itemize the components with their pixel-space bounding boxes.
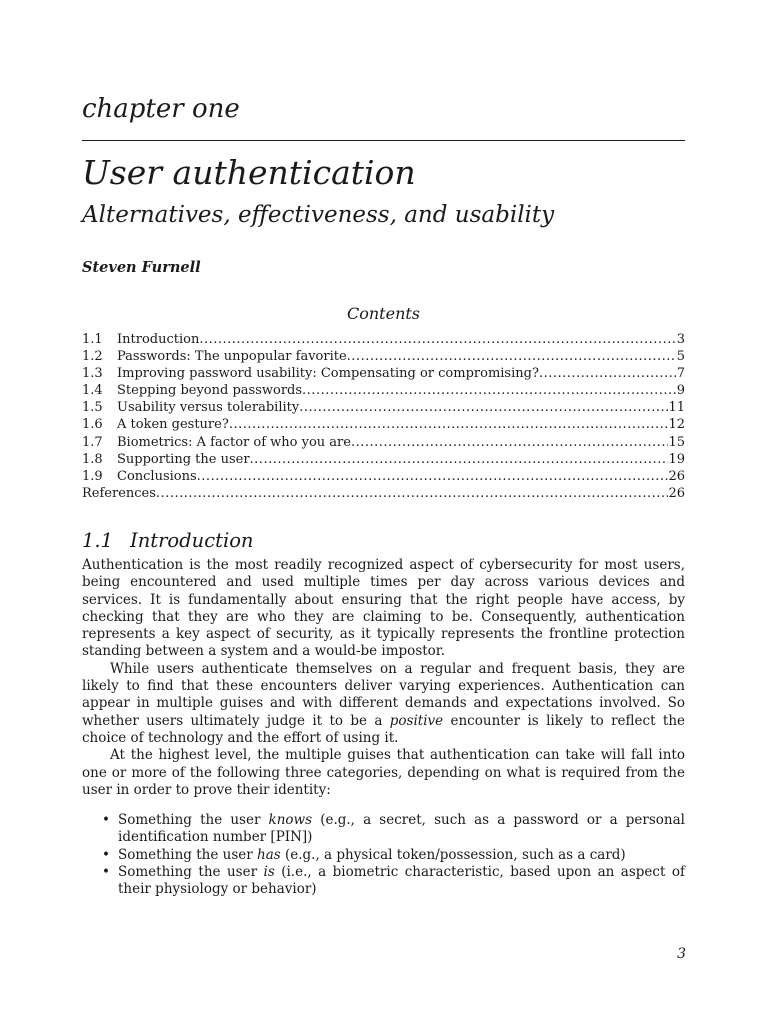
- list-item-text: (i.e., a biometric characteristic, based upon an aspect of their physiology or behavior): [118, 864, 685, 898]
- toc-entry-page: 5: [676, 349, 685, 365]
- list-item-text: (e.g., a physical token/possession, such as a card): [280, 846, 626, 863]
- toc-entry-page: 9: [676, 383, 685, 399]
- list-item-text: Something the user: [118, 812, 269, 829]
- emphasis-text: is: [263, 864, 275, 881]
- toc-entry-page: 11: [668, 400, 685, 416]
- toc-entry-page: 26: [668, 485, 685, 501]
- chapter-title: User authentication: [82, 153, 416, 192]
- chapter-divider: [82, 140, 685, 141]
- toc-entry-page: 19: [668, 451, 685, 467]
- toc-entry-title: A token gesture?: [117, 417, 229, 433]
- toc-entry-number: 1.2: [82, 349, 103, 365]
- toc-entry-title: Conclusions: [117, 468, 197, 484]
- toc-entry-number: 1.6: [82, 417, 103, 433]
- toc-leader-dots: [347, 348, 677, 365]
- paragraph-text: encounter is likely to reflect the choice of technology and the effort of using it.: [82, 712, 685, 746]
- toc-entry-title: Supporting the user: [117, 451, 250, 467]
- toc-entry-title: Improving password usability: Compensating or compromising?: [117, 366, 539, 382]
- toc-leader-dots: [199, 331, 676, 348]
- body-paragraph: Authentication is the most readily recognized aspect of cybersecurity for most users, being encountered and used multiple times per day across various devices and services. It is fundamentally about ensuring that the right people have access, by checking that they are who they are claiming to be. Consequently, authentication represents a key aspect of security, as it typically represents the frontline protection standing between a system and a would-be impostor.: [82, 557, 685, 660]
- toc-entry: [82, 348, 685, 365]
- toc-entry: [82, 382, 685, 399]
- body-paragraph: At the highest level, the multiple guises that authentication can take will fall into one or more of the following three categories, depending on what is required from the user in order to prove their identity:: [82, 747, 685, 798]
- toc-leader-dots: [250, 451, 669, 468]
- toc-entry-page: 3: [676, 332, 685, 347]
- toc-entry-references: [82, 485, 685, 502]
- toc-leader-dots: [539, 365, 677, 382]
- contents-heading: Contents: [346, 304, 421, 323]
- toc-entry-number: 1.8: [82, 451, 103, 467]
- section-body: [82, 557, 685, 899]
- toc-entry-title: Stepping beyond passwords: [117, 383, 303, 399]
- toc-entry-title: References: [82, 485, 156, 501]
- body-paragraph: [82, 661, 685, 747]
- toc-entry-page: 15: [668, 434, 685, 450]
- section-title: Introduction: [130, 529, 254, 552]
- emphasis-text: knows: [268, 812, 313, 829]
- toc-entry: [82, 399, 685, 416]
- emphasis-text: has: [257, 846, 281, 863]
- toc-leader-dots: [299, 399, 668, 416]
- list-item: [82, 864, 685, 899]
- toc-entry-number: 1.9: [82, 468, 103, 484]
- bullet-icon: •: [102, 846, 110, 863]
- list-item-text: (e.g., a secret, such as a password or a personal identification number [PIN]): [118, 812, 685, 846]
- author-name: Steven Furnell: [82, 259, 201, 276]
- list-item: [82, 847, 685, 864]
- toc-entry-title: Biometrics: A factor of who you are: [117, 434, 351, 450]
- list-item-text: Something the user: [118, 846, 257, 863]
- chapter-subtitle: Alternatives, effectiveness, and usability: [82, 202, 555, 228]
- toc-entry-title: Passwords: The unpopular favorite: [117, 349, 347, 365]
- toc-entry: [82, 451, 685, 468]
- toc-entry: [82, 434, 685, 451]
- section-heading: [82, 528, 254, 554]
- chapter-label: chapter one: [82, 94, 240, 124]
- toc-entry-number: 1.7: [82, 434, 103, 450]
- toc-leader-dots: [197, 468, 669, 485]
- document-page: [82, 0, 686, 1024]
- page-number: 3: [677, 946, 686, 962]
- toc-entry-number: 1.4: [82, 383, 103, 399]
- toc-entry: [82, 416, 685, 433]
- toc-leader-dots: [351, 434, 669, 451]
- toc-entry: [82, 331, 685, 348]
- toc-entry-title: Introduction: [117, 332, 200, 347]
- toc-entry-page: 26: [668, 468, 685, 484]
- toc-entry-number: 1.3: [82, 366, 103, 382]
- section-number: 1.1: [82, 529, 114, 552]
- toc-leader-dots: [302, 382, 677, 399]
- toc-entry-number: 1.5: [82, 400, 103, 416]
- emphasis-text: positive: [389, 712, 444, 729]
- toc-entry: [82, 468, 685, 485]
- toc-entry-number: 1.1: [82, 332, 103, 347]
- bullet-icon: •: [102, 812, 110, 829]
- toc-leader-dots: [156, 485, 669, 502]
- toc-leader-dots: [229, 416, 669, 433]
- list-item-text: Something the user: [118, 864, 264, 881]
- toc-entry-title: Usability versus tolerability: [117, 400, 300, 416]
- bullet-icon: •: [102, 864, 110, 881]
- list-item: [82, 812, 685, 847]
- toc-entry: [82, 365, 685, 382]
- toc-entry-page: 7: [676, 366, 685, 382]
- toc-entry-page: 12: [668, 417, 685, 433]
- paragraph-text: While users authenticate themselves on a regular and frequent basis, they are likely to find that these encounters deliver varying experiences. Authentication can appear in multiple guises and with different demands and expectations involved. So whether users ultimately judge it to be a: [82, 660, 685, 729]
- table-of-contents: [82, 331, 685, 502]
- bullet-list: [82, 812, 685, 898]
